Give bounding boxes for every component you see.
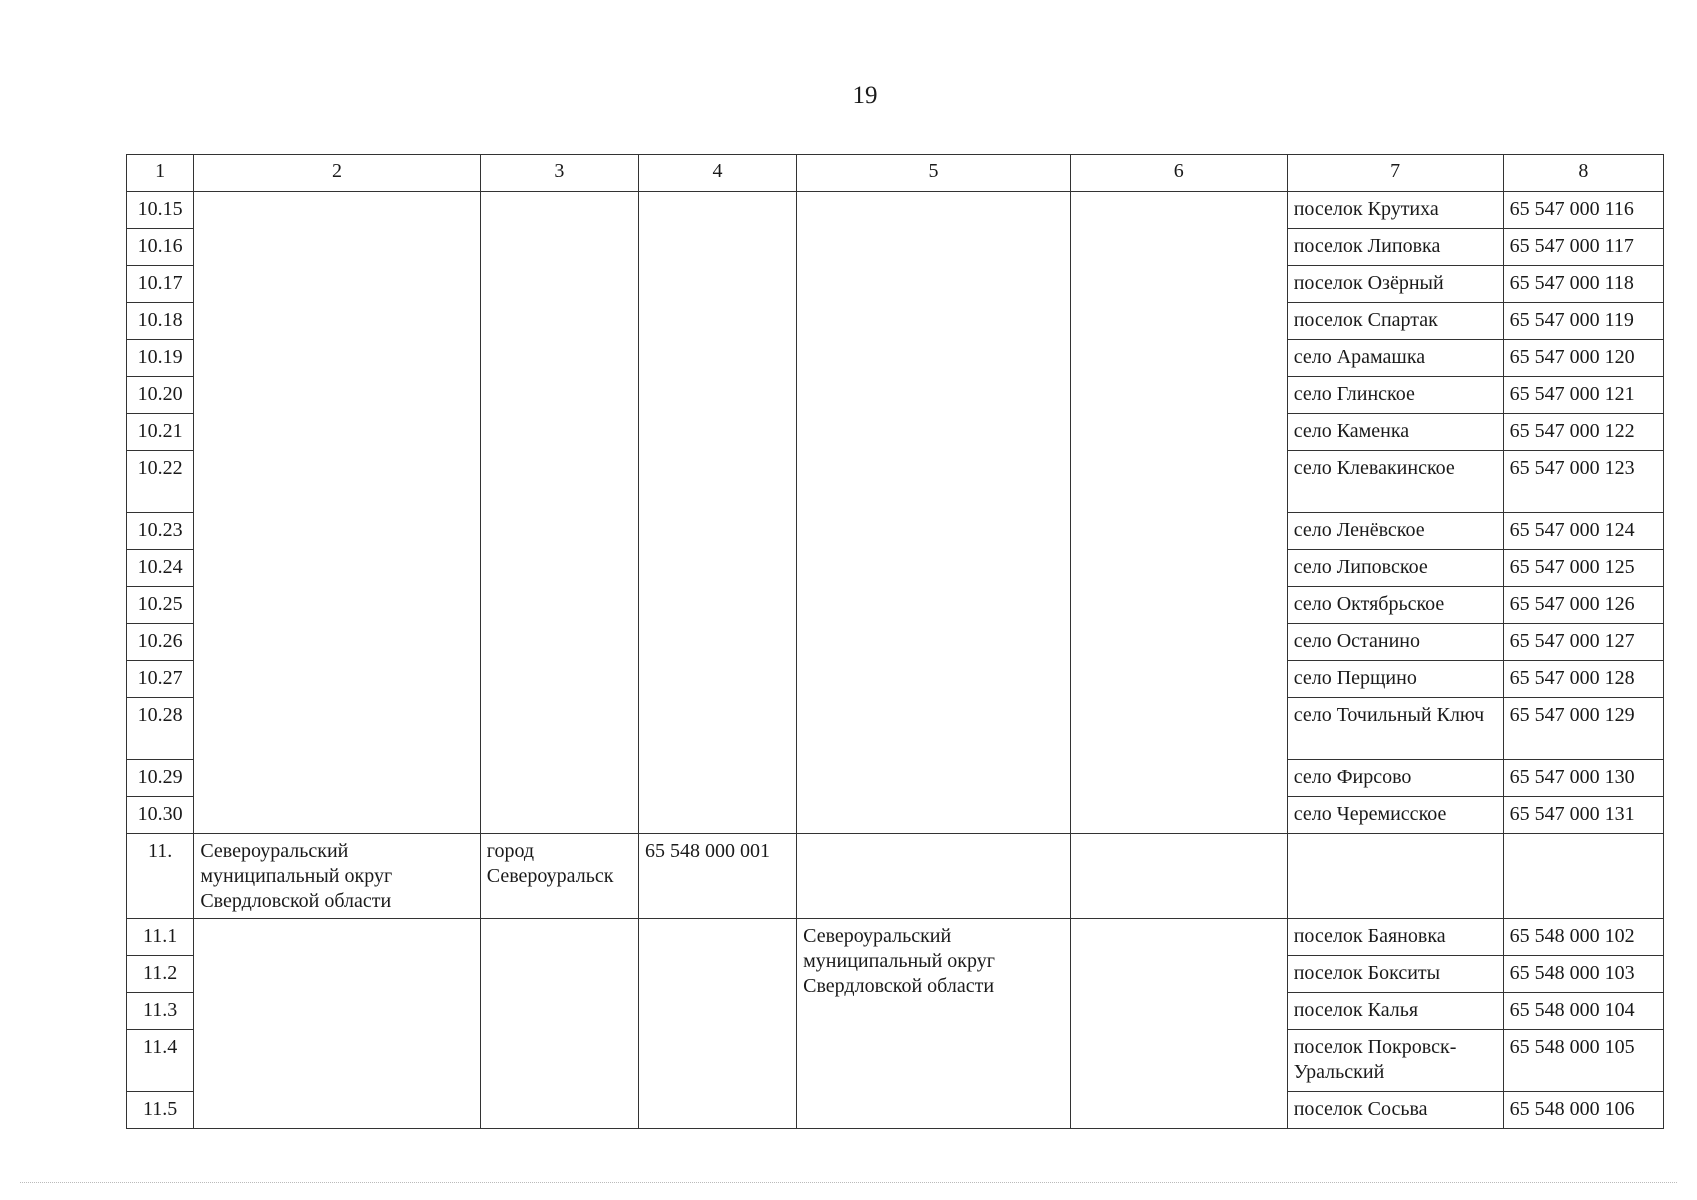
settlement-name: село Останино: [1287, 624, 1503, 661]
scan-edge-line: [20, 1182, 1677, 1183]
header-cell: 2: [194, 155, 480, 192]
oktmo-code: 65 547 000 121: [1503, 377, 1663, 414]
settlement-name: поселок Липовка: [1287, 229, 1503, 266]
table-row: [127, 919, 1664, 956]
empty-merged-cell: [797, 192, 1071, 834]
settlement-name: село Фирсово: [1287, 760, 1503, 797]
row-number: 10.20: [127, 377, 194, 414]
settlement-name: поселок Спартак: [1287, 303, 1503, 340]
empty-merged-cell: [480, 192, 638, 834]
row-number: 10.18: [127, 303, 194, 340]
oktmo-code: 65 547 000 123: [1503, 451, 1663, 513]
row-number: 10.19: [127, 340, 194, 377]
settlement-name: село Каменка: [1287, 414, 1503, 451]
settlement-name: село Глинское: [1287, 377, 1503, 414]
settlement-name: село Черемисское: [1287, 797, 1503, 834]
settlement-name: поселок Баяновка: [1287, 919, 1503, 956]
row-number: 10.25: [127, 587, 194, 624]
row-number: 10.16: [127, 229, 194, 266]
oktmo-code: 65 547 000 122: [1503, 414, 1663, 451]
empty-merged-cell: [480, 919, 638, 1129]
empty-merged-cell: [638, 919, 796, 1129]
table-row: [127, 192, 1664, 229]
settlement-name: село Липовское: [1287, 550, 1503, 587]
oktmo-code: 65 547 000 129: [1503, 698, 1663, 760]
empty-merged-cell: [194, 919, 480, 1129]
header-cell: 7: [1287, 155, 1503, 192]
settlements-table: [126, 154, 1664, 1129]
row-number: 10.22: [127, 451, 194, 513]
oktmo-code: 65 547 000 131: [1503, 797, 1663, 834]
settlement-name: поселок Калья: [1287, 993, 1503, 1030]
oktmo-code: 65 547 000 125: [1503, 550, 1663, 587]
row-number: 11.5: [127, 1092, 194, 1129]
row-number: 11.1: [127, 919, 194, 956]
oktmo-code: 65 548 000 105: [1503, 1030, 1663, 1092]
municipality-name: Североуральский муниципальный округ Свердловской области: [194, 834, 480, 919]
table-row-municipality: [127, 834, 1664, 919]
settlement-name: село Октябрьское: [1287, 587, 1503, 624]
oktmo-code: 65 547 000 118: [1503, 266, 1663, 303]
oktmo-code: 65 548 000 104: [1503, 993, 1663, 1030]
table-header-row: [127, 155, 1664, 192]
empty-merged-cell: [194, 192, 480, 834]
empty-cell: [797, 834, 1071, 919]
settlement-name: поселок Крутиха: [1287, 192, 1503, 229]
row-number: 10.21: [127, 414, 194, 451]
empty-merged-cell: [638, 192, 796, 834]
empty-cell: [1287, 834, 1503, 919]
empty-merged-cell: [1070, 192, 1287, 834]
row-number: 10.26: [127, 624, 194, 661]
row-number: 10.28: [127, 698, 194, 760]
settlement-name: село Арамашка: [1287, 340, 1503, 377]
territory-name: Североуральский муниципальный округ Свердловской области: [797, 919, 1071, 1129]
settlement-name: село Клевакинское: [1287, 451, 1503, 513]
row-number: 10.30: [127, 797, 194, 834]
oktmo-code: 65 547 000 117: [1503, 229, 1663, 266]
oktmo-code: 65 547 000 126: [1503, 587, 1663, 624]
empty-merged-cell: [1070, 919, 1287, 1129]
row-number: 10.15: [127, 192, 194, 229]
oktmo-code: 65 547 000 130: [1503, 760, 1663, 797]
header-cell: 4: [638, 155, 796, 192]
row-number: 10.27: [127, 661, 194, 698]
oktmo-code: 65 547 000 128: [1503, 661, 1663, 698]
oktmo-code: 65 548 000 103: [1503, 956, 1663, 993]
empty-cell: [1503, 834, 1663, 919]
header-cell: 1: [127, 155, 194, 192]
row-number: 11.4: [127, 1030, 194, 1092]
admin-center: город Североуральск: [480, 834, 638, 919]
row-number: 11.3: [127, 993, 194, 1030]
settlement-name: село Точильный Ключ: [1287, 698, 1503, 760]
settlement-name: поселок Озёрный: [1287, 266, 1503, 303]
settlement-name: село Перщино: [1287, 661, 1503, 698]
header-cell: 5: [797, 155, 1071, 192]
settlement-name: поселок Покровск-Уральский: [1287, 1030, 1503, 1092]
header-cell: 3: [480, 155, 638, 192]
oktmo-code: 65 548 000 001: [638, 834, 796, 919]
oktmo-code: 65 547 000 120: [1503, 340, 1663, 377]
oktmo-code: 65 548 000 106: [1503, 1092, 1663, 1129]
oktmo-code: 65 547 000 119: [1503, 303, 1663, 340]
row-number: 10.29: [127, 760, 194, 797]
row-number: 10.17: [127, 266, 194, 303]
oktmo-code: 65 547 000 124: [1503, 513, 1663, 550]
oktmo-code: 65 547 000 127: [1503, 624, 1663, 661]
page-number: 19: [852, 82, 878, 109]
row-number: 10.24: [127, 550, 194, 587]
oktmo-code: 65 548 000 102: [1503, 919, 1663, 956]
row-number: 10.23: [127, 513, 194, 550]
row-number: 11.2: [127, 956, 194, 993]
empty-cell: [1070, 834, 1287, 919]
row-number: 11.: [127, 834, 194, 919]
settlement-name: поселок Бокситы: [1287, 956, 1503, 993]
settlement-name: село Ленёвское: [1287, 513, 1503, 550]
header-cell: 6: [1070, 155, 1287, 192]
oktmo-code: 65 547 000 116: [1503, 192, 1663, 229]
header-cell: 8: [1503, 155, 1663, 192]
settlement-name: поселок Сосьва: [1287, 1092, 1503, 1129]
